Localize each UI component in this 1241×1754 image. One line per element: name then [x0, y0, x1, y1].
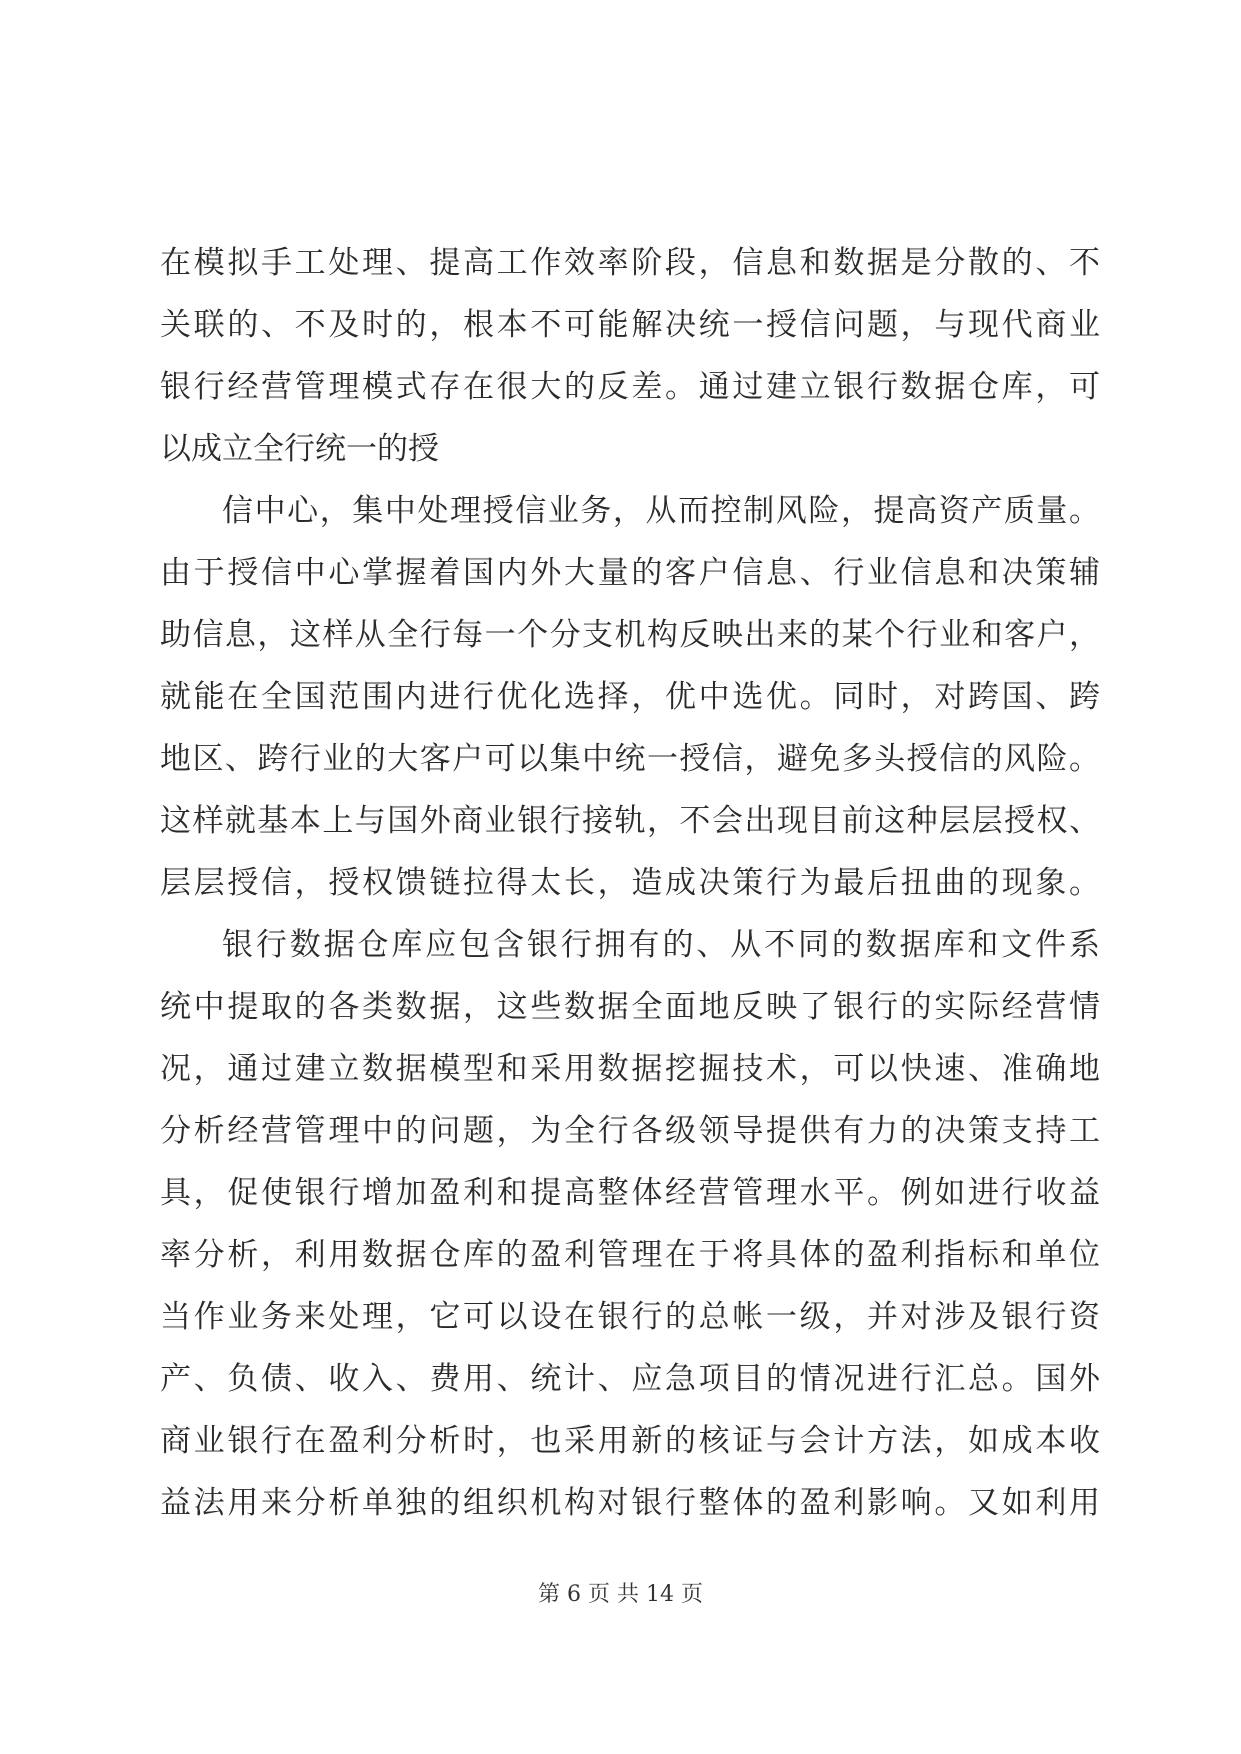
text-line: 层层授信，授权馈链拉得太长，造成决策行为最后扭曲的现象。: [160, 865, 1100, 901]
paragraph-1: [160, 232, 1100, 480]
text-line: 分析经营管理中的问题，为全行各级领导提供有力的决策支持工: [160, 1113, 1100, 1149]
text-line: 由于授信中心掌握着国内外大量的客户信息、行业信息和决策辅: [160, 555, 1100, 591]
text-line: 关联的、不及时的，根本不可能解决统一授信问题，与现代商业: [160, 307, 1100, 343]
text-line: 以成立全行统一的授: [160, 431, 439, 467]
text-line: 产、负债、收入、费用、统计、应急项目的情况进行汇总。国外: [160, 1361, 1100, 1397]
paragraph-3: [160, 914, 1100, 1534]
text-line: 益法用来分析单独的组织机构对银行整体的盈利影响。又如利用: [160, 1485, 1100, 1521]
text-line: 就能在全国范围内进行优化选择，优中选优。同时，对跨国、跨: [160, 679, 1100, 715]
text-line: 银行经营管理模式存在很大的反差。通过建立银行数据仓库，可: [160, 369, 1100, 405]
page-footer: 第 6 页 共 14 页: [538, 1582, 703, 1607]
text-line: 这样就基本上与国外商业银行接轨，不会出现目前这种层层授权、: [160, 803, 1100, 839]
text-line: 信中心，集中处理授信业务，从而控制风险，提高资产质量。: [222, 493, 1100, 529]
text-line: 银行数据仓库应包含银行拥有的、从不同的数据库和文件系: [222, 927, 1100, 963]
text-line: 地区、跨行业的大客户可以集中统一授信，避免多头授信的风险。: [160, 741, 1100, 777]
text-line: 况，通过建立数据模型和采用数据挖掘技术，可以快速、准确地: [160, 1051, 1100, 1087]
body-text: [160, 232, 1100, 1534]
text-line: 统中提取的各类数据，这些数据全面地反映了银行的实际经营情: [160, 989, 1100, 1025]
text-line: 当作业务来处理，它可以设在银行的总帐一级，并对涉及银行资: [160, 1299, 1100, 1335]
text-line: 在模拟手工处理、提高工作效率阶段，信息和数据是分散的、不: [160, 245, 1100, 281]
text-line: 具，促使银行增加盈利和提高整体经营管理水平。例如进行收益: [160, 1175, 1100, 1211]
text-line: 率分析，利用数据仓库的盈利管理在于将具体的盈利指标和单位: [160, 1237, 1100, 1273]
text-line: 商业银行在盈利分析时，也采用新的核证与会计方法，如成本收: [160, 1423, 1100, 1459]
paragraph-2: [160, 480, 1100, 914]
text-line: 助信息，这样从全行每一个分支机构反映出来的某个行业和客户，: [160, 617, 1100, 653]
